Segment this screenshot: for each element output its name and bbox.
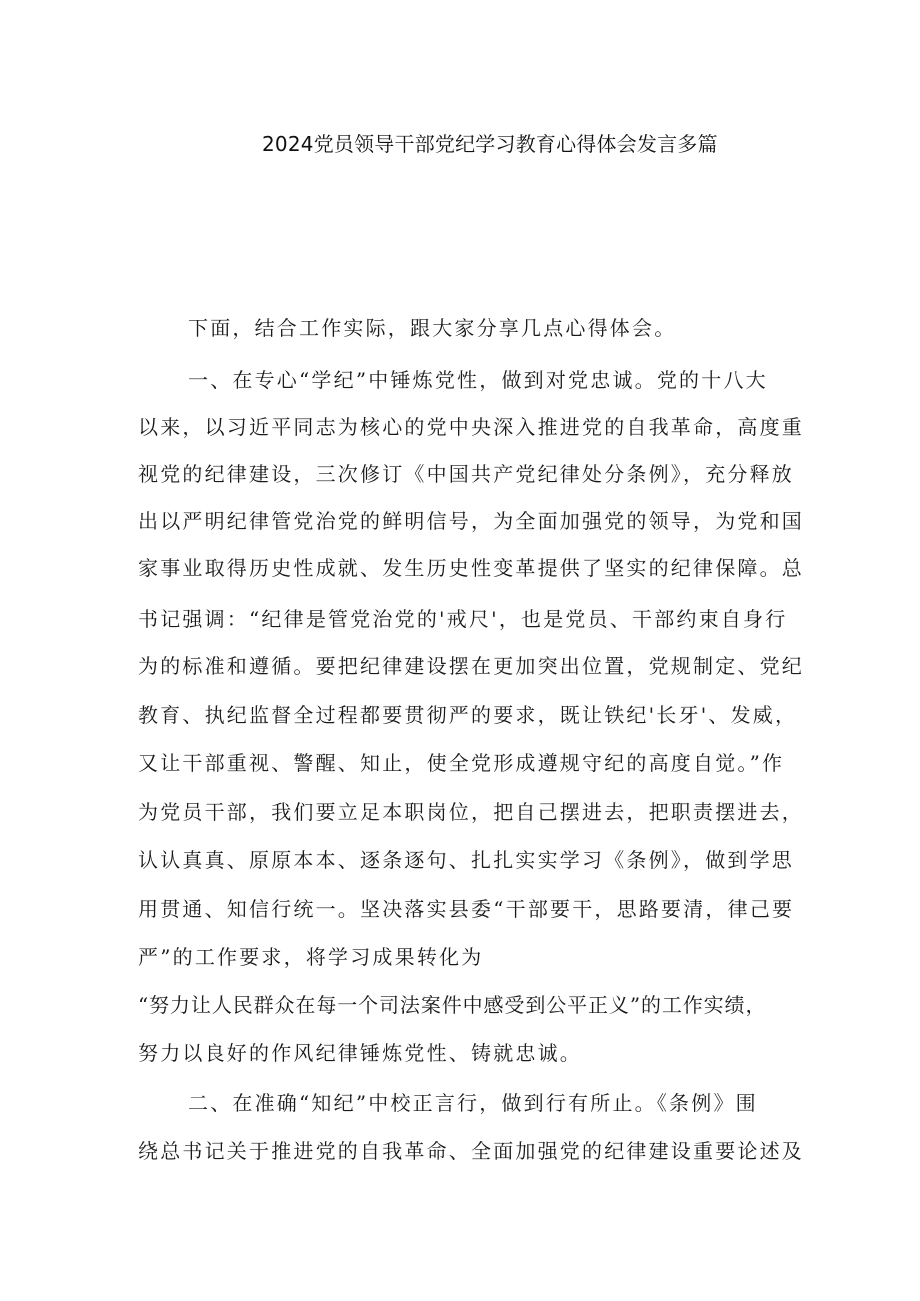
paragraph-line: 家事业取得历史性成就、发生历史性变革提供了坚实的纪律保障。总 <box>138 556 804 580</box>
paragraph-line: 为党员干部，我们要立足本职岗位，把自己摆进去，把职责摆进去， <box>138 800 804 824</box>
paragraph-line: 认认真真、原原本本、逐条逐句、扎扎实实学习《条例》，做到学思 <box>138 848 794 872</box>
paragraph-line: 努力以良好的作风纪律锤炼党性、铸就忠诚。 <box>138 1041 582 1065</box>
paragraph-line: “努力让人民群众在每一个司法案件中感受到公平正义”的工作实绩， <box>138 993 767 1017</box>
paragraph-line: 一、在专心“学纪”中锤炼党性，做到对党忠诚。党的十八大 <box>188 368 768 392</box>
paragraph-line: 下面，结合工作实际，跟大家分享几点心得体会。 <box>188 316 677 340</box>
paragraph-line: 绕总书记关于推进党的自我革命、全面加强党的纪律建设重要论述及 <box>138 1139 804 1163</box>
paragraph-line: 视党的纪律建设，三次修订《中国共产党纪律处分条例》，充分释放 <box>138 462 794 486</box>
paragraph-line: 严”的工作要求，将学习成果转化为 <box>138 945 484 969</box>
paragraph-line: 用贯通、知信行统一。坚决落实县委“干部要干，思路要清，律己要 <box>138 897 795 921</box>
paragraph-line: 为的标准和遵循。要把纪律建设摆在更加突出位置，党规制定、党纪 <box>138 654 804 678</box>
paragraph-line: 书记强调：“纪律是管党治党的'戒尺'，也是党员、干部约束自身行 <box>138 607 788 631</box>
document-title: 2024党员领导干部党纪学习教育心得体会发言多篇 <box>262 132 718 156</box>
paragraph-line: 以来，以习近平同志为核心的党中央深入推进党的自我革命，高度重 <box>138 415 804 439</box>
paragraph-line: 二、在准确“知纪”中校正言行，做到行有所止。《条例》围 <box>188 1091 758 1115</box>
paragraph-line: 出以严明纪律管党治党的鲜明信号，为全面加强党的领导，为党和国 <box>138 509 804 533</box>
paragraph-line: 又让干部重视、警醒、知止，使全党形成遵规守纪的高度自觉。”作 <box>138 751 785 775</box>
paragraph-line: 教育、执纪监督全过程都要贯彻严的要求，既让铁纪'长牙'、发威， <box>138 703 798 727</box>
